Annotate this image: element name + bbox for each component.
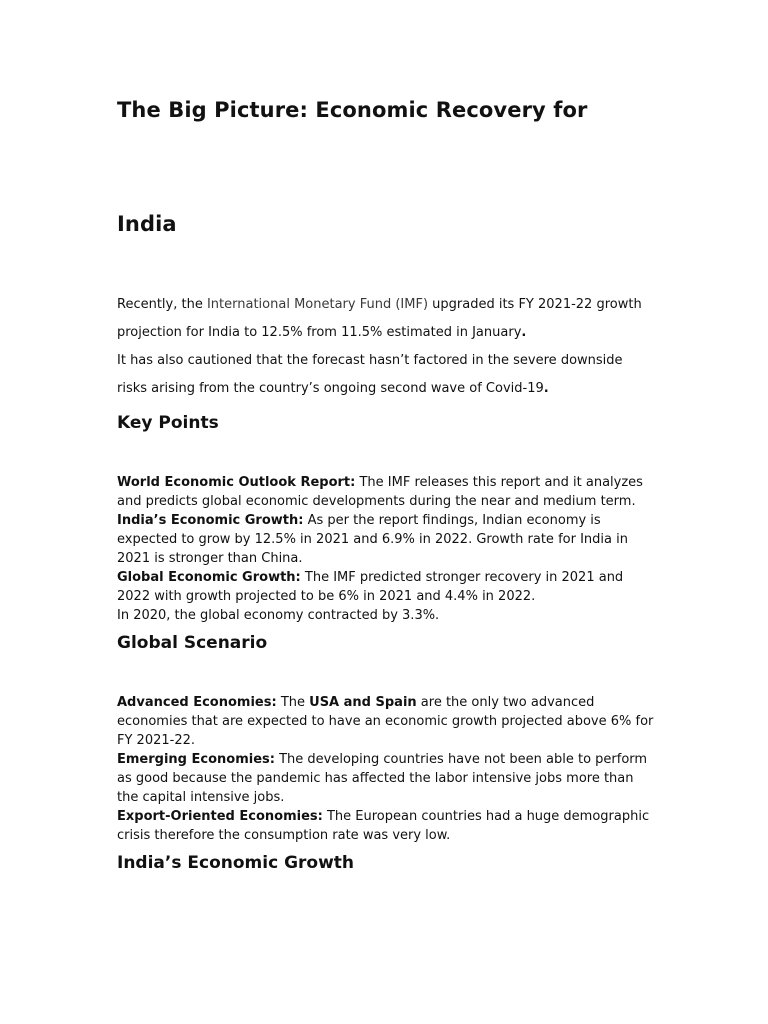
- intro-text: Recently, the: [117, 297, 207, 312]
- item-label: World Economic Outlook Report:: [117, 475, 356, 490]
- india-growth-heading: India’s Economic Growth: [117, 853, 355, 873]
- item-label: India’s Economic Growth:: [117, 513, 304, 528]
- list-item: [117, 693, 657, 750]
- intro-text: risks arising from the country’s ongoing second wave of Covid-19: [117, 381, 544, 396]
- imf-link[interactable]: International Monetary Fund (IMF): [206, 297, 429, 312]
- item-text: The IMF predicted stronger recovery in 2021 and 2022 with growth projected to be 6% in 2021 and 4.4% in 2022.: [117, 570, 624, 604]
- item-text: are the only two advanced economies that are expected to have an economic growth projected above 6% for FY 2021-22.: [117, 695, 654, 748]
- page-title-line-2: India: [117, 212, 177, 236]
- key-points-heading: Key Points: [117, 413, 219, 433]
- intro-text: It has also cautioned that the forecast hasn’t factored in the severe downside: [117, 353, 623, 368]
- global-scenario-heading: Global Scenario: [117, 633, 268, 653]
- intro-line-1: [117, 291, 657, 319]
- key-points-list: [117, 473, 657, 625]
- item-label: Global Economic Growth:: [117, 570, 301, 585]
- item-text: The European countries had a huge demographic crisis therefore the consumption rate was very low.: [117, 809, 650, 843]
- item-text: The developing countries have not been able to perform as good because the pandemic has affected the labor intensive jobs more than the capital intensive jobs.: [117, 752, 648, 805]
- intro-line-2: [117, 319, 657, 347]
- global-scenario-list: [117, 693, 657, 845]
- list-item: [117, 750, 657, 807]
- intro-paragraph: [117, 291, 657, 403]
- list-item: [117, 511, 657, 568]
- item-text: As per the report findings, Indian economy is expected to grow by 12.5% in 2021 and 6.9% in 2022. Growth rate for India in 2021 is stronger than China.: [117, 513, 628, 566]
- page-title-line-1: The Big Picture: Economic Recovery for: [117, 98, 588, 122]
- list-item: [117, 473, 657, 511]
- item-label: Emerging Economies:: [117, 752, 275, 767]
- item-text: The: [276, 695, 310, 710]
- list-item-note: In 2020, the global economy contracted by 3.3%.: [117, 608, 440, 623]
- list-item: [117, 568, 657, 606]
- item-emphasis: USA and Spain: [309, 695, 417, 710]
- item-text: The IMF releases this report and it analyzes and predicts global economic developments during the near and medium term.: [117, 475, 643, 509]
- intro-line-3: [117, 347, 657, 375]
- intro-period: .: [521, 325, 527, 340]
- item-label: Export-Oriented Economies:: [117, 809, 323, 824]
- intro-line-4: [117, 375, 657, 403]
- intro-text: upgraded its FY 2021-22 growth: [428, 297, 642, 312]
- list-item: [117, 807, 657, 845]
- intro-text: projection for India to 12.5% from 11.5% estimated in January: [117, 325, 522, 340]
- item-label: Advanced Economies:: [117, 695, 277, 710]
- intro-period: .: [543, 381, 549, 396]
